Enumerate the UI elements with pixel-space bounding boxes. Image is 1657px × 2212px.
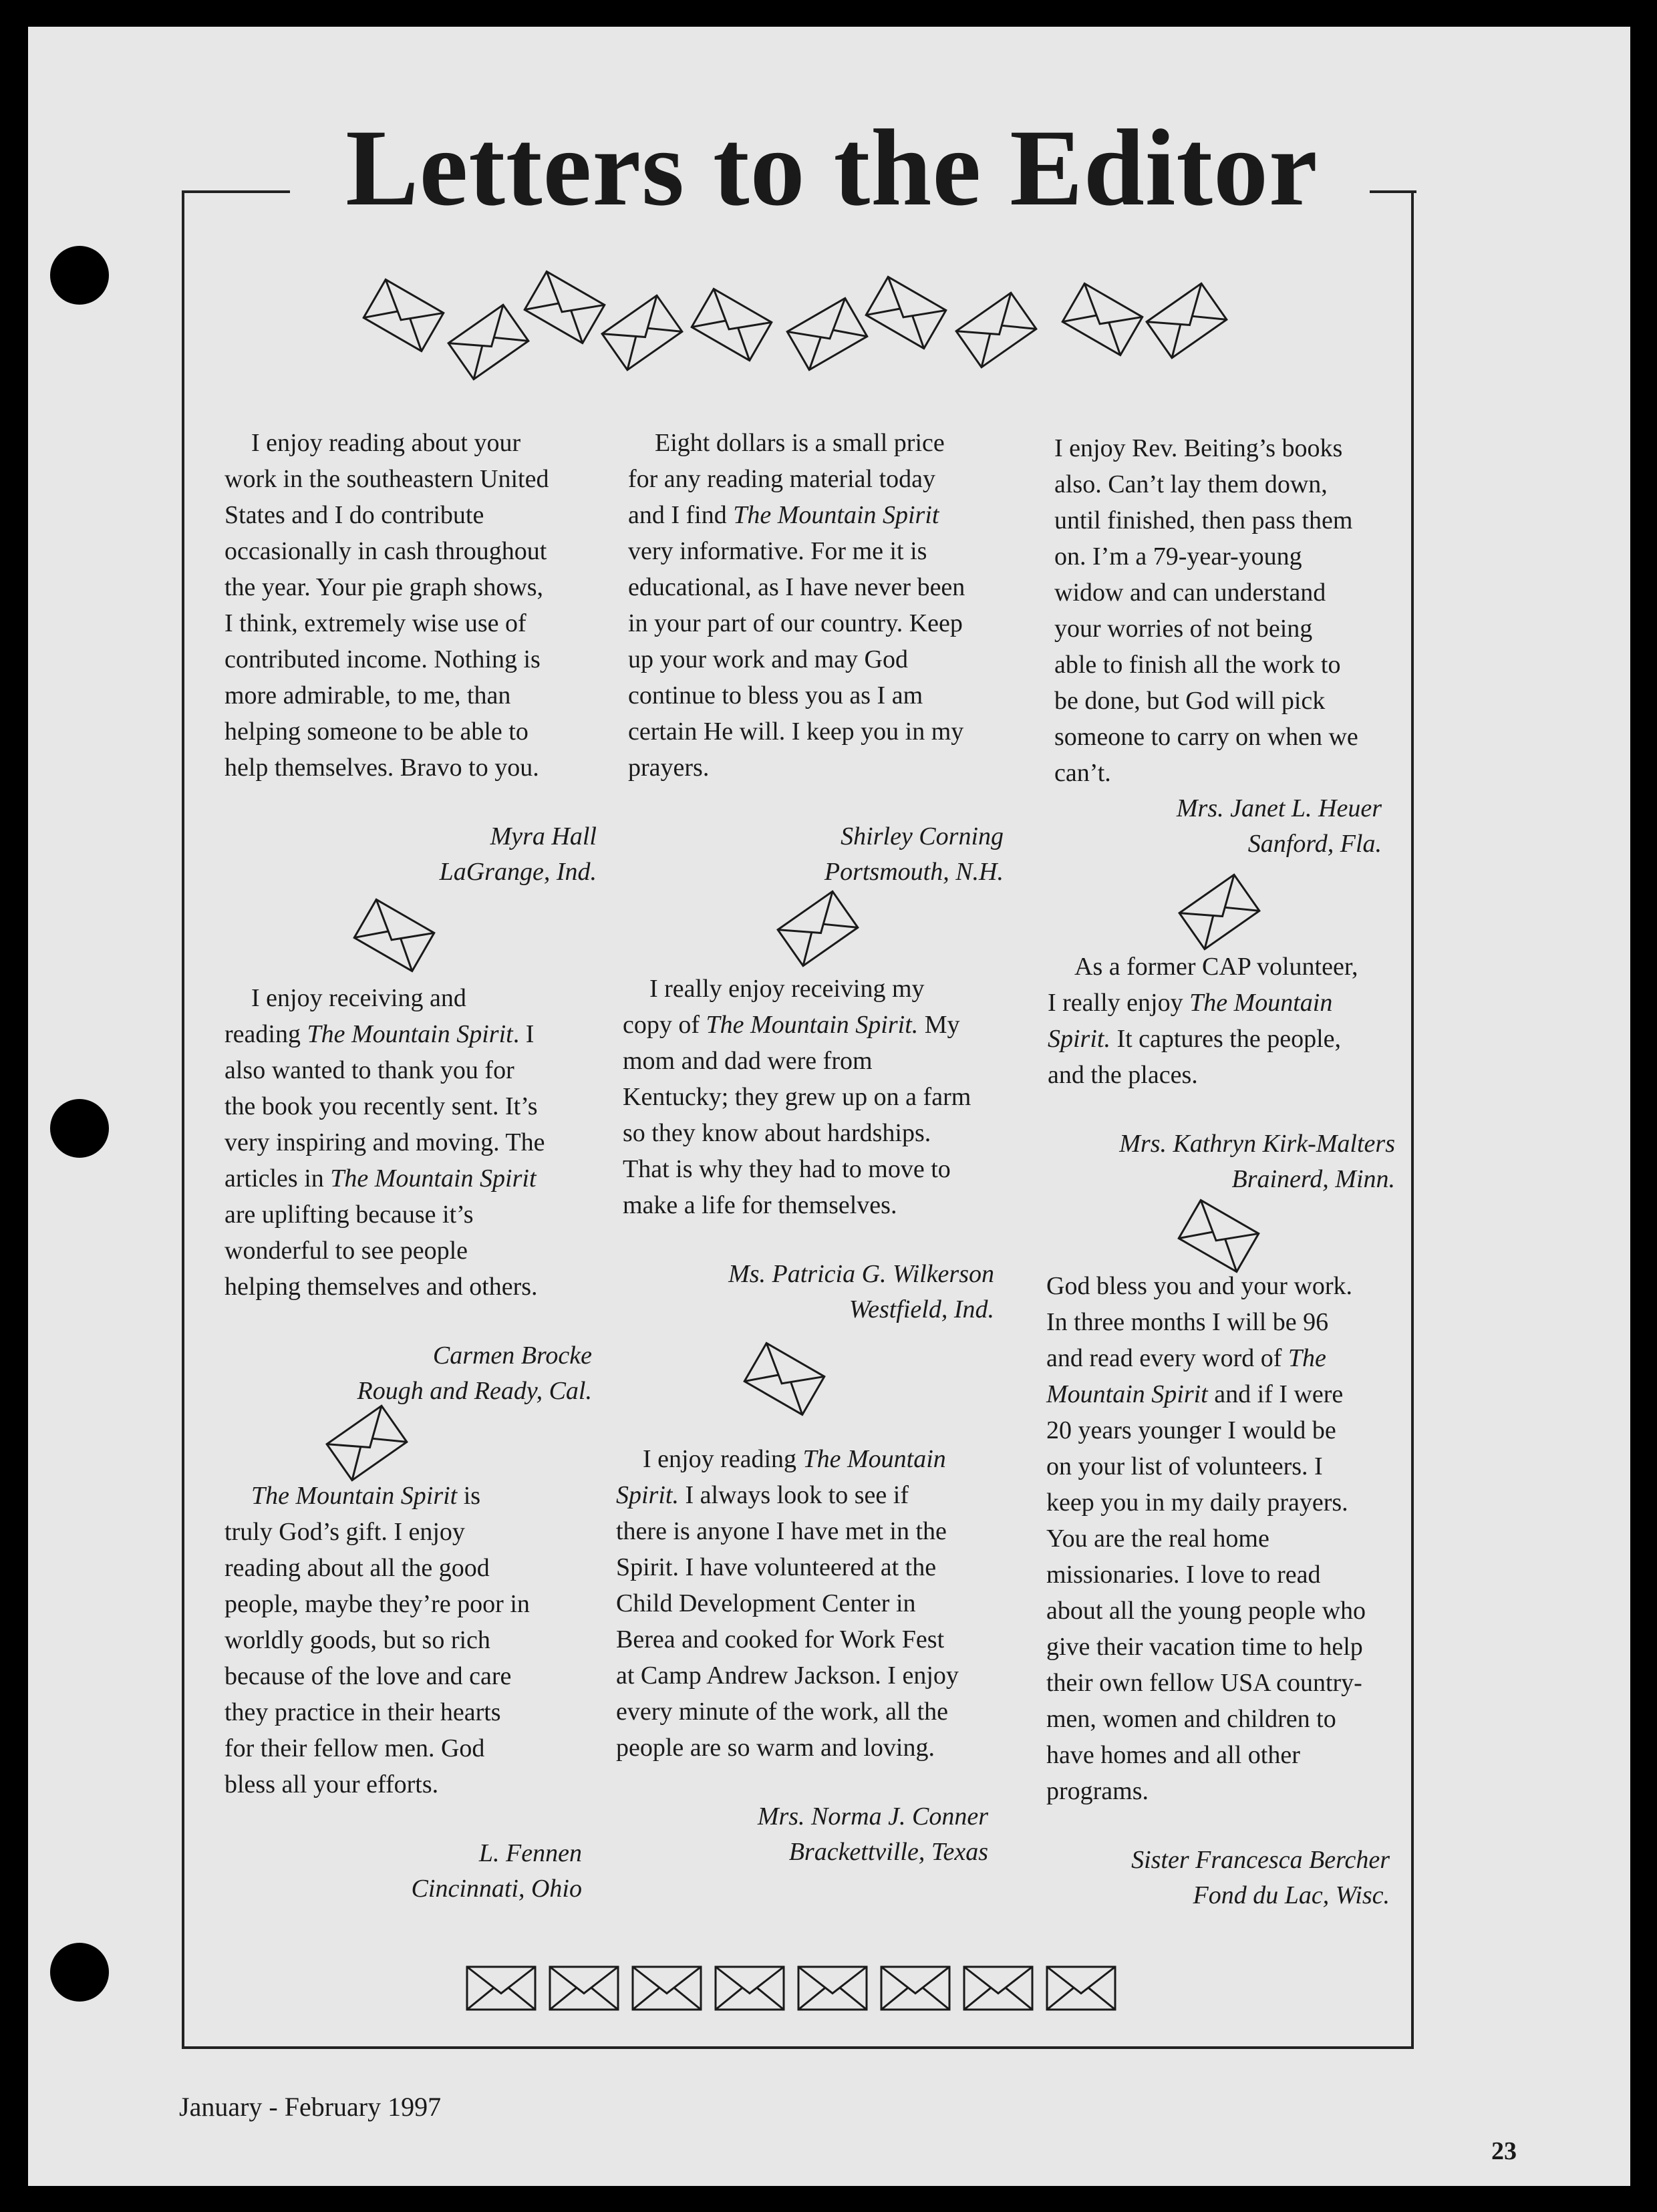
signature-name: L. Fennen [478, 1839, 582, 1867]
letter-francesca-bercher: God bless you and your work. In three months I will be 96 and read every word of The Mountain Spirit and if I were 20 years younger I would be on your list of volunteers. I keep you in my daily prayers. You are the real home missionaries. I love to read about all the young people who give their vacation time to help their own fellow USA country- men, women and children to have homes and all other programs. Sister Francesca Bercher Fond du Lac, Wisc. [1046, 1268, 1395, 1913]
page-title: Letters to the Editor [345, 108, 1318, 228]
signature-name: Sister Francesca Bercher [1131, 1846, 1390, 1874]
letter-patricia-wilkerson: I really enjoy receiving my copy of The Mountain Spirit. My mom and dad were from Kentucky; they grew up on a farm so they know about hardships. That is why they had to move to make a life for themselves. Ms. Patricia G. Wilkerson Westfield, Ind. [623, 971, 997, 1327]
letter-janet-heuer: I enjoy Rev. Beiting’s books also. Can’t lay them down, until finished, then pass them on. I’m a 79-year-young widow and can understand your worries of not being able to finish all the work to be done, but God will pick someone to carry on when we can’t. Mrs. Janet L. Heuer Sanford, Fla. [1054, 430, 1395, 862]
letter-shirley-corning: Eight dollars is a small price for any reading material today and I find The Mountain Spirit very informative. For me it is educational, as I have never been in your part of our country. Keep up your work and may God continue to bless you as I am certain He will. I keep you in my prayers. Shirley Corning Portsmouth, N.H. [628, 425, 1004, 890]
issue-date: January - February 1997 [179, 2092, 442, 2122]
letter-kathryn-kirk-malters: As a former CAP volunteer, I really enjoy The Mountain Spirit. It captures the people, and the places. Mrs. Kathryn Kirk-Malters Brainerd, Minn. [1048, 949, 1395, 1197]
letter-norma-conner: I enjoy reading The Mountain Spirit. I always look to see if there is anyone I have met in the Spirit. I have volunteered at the Child Development Center in Berea and cooked for Work Fest at Camp Andrew Jackson. I enjoy every minute of the work, all the people are so warm and loving. Mrs. Norma J. Conner Brackettville, Texas [616, 1441, 990, 1870]
signature-name: Mrs. Norma J. Conner [757, 1802, 988, 1831]
signature-location: Sanford, Fla. [1247, 830, 1382, 858]
envelope-icon [1044, 1964, 1118, 2012]
signature-location: Brackettville, Texas [788, 1838, 988, 1866]
envelope-icon [630, 1964, 704, 2012]
envelope-icon [713, 1964, 786, 2012]
frame-rule [1370, 190, 1416, 193]
binder-hole [50, 246, 109, 305]
frame-rule [182, 190, 290, 193]
signature-location: Rough and Ready, Cal. [357, 1377, 592, 1405]
signature-name: Shirley Corning [841, 822, 1004, 850]
signature-name: Myra Hall [490, 822, 597, 850]
letter-myra-hall: I enjoy reading about your work in the southeastern United States and I do contribute occasionally in cash throughout the year. Your pie graph shows, I think, extremely wise use of contributed income. Nothing is more admirable, to me, than helping someone to be able to help themselves. Bravo to you. Myra Hall LaGrange, Ind. [224, 425, 599, 890]
signature-location: Portsmouth, N.H. [824, 858, 1004, 886]
letter-l-fennen: The Mountain Spirit is truly God’s gift. I enjoy reading about all the good people, maybe they’re poor in worldly goods, but so rich because of the love and care they practice in their hearts for their fellow men. God bless all your efforts. L. Fennen Cincinnati, Ohio [224, 1478, 599, 1907]
envelope-icon [547, 1964, 621, 2012]
signature-name: Carmen Brocke [432, 1341, 592, 1370]
signature-location: Westfield, Ind. [849, 1295, 994, 1323]
signature-name: Mrs. Janet L. Heuer [1176, 794, 1382, 822]
envelope-icon [464, 1964, 538, 2012]
envelope-icon [879, 1964, 952, 2012]
page-number: 23 [1491, 2137, 1517, 2165]
signature-location: LaGrange, Ind. [439, 858, 597, 886]
signature-name: Ms. Patricia G. Wilkerson [728, 1260, 994, 1288]
letter-carmen-brocke: I enjoy receiving and reading The Mountain Spirit. I also wanted to thank you for the book you recently sent. It’s very inspiring and moving. The articles in The Mountain Spirit are uplifting because it’s wonderful to see people helping themselves and others. Carmen Brocke Rough and Ready, Cal. [224, 980, 599, 1409]
signature-location: Cincinnati, Ohio [411, 1875, 582, 1903]
binder-hole [50, 1099, 109, 1158]
signature-name: Mrs. Kathryn Kirk-Malters [1119, 1130, 1395, 1158]
envelope-icon [961, 1964, 1035, 2012]
signature-location: Fond du Lac, Wisc. [1193, 1881, 1390, 1909]
signature-location: Brainerd, Minn. [1231, 1165, 1395, 1193]
envelope-icon [796, 1964, 869, 2012]
binder-hole [50, 1943, 109, 2002]
